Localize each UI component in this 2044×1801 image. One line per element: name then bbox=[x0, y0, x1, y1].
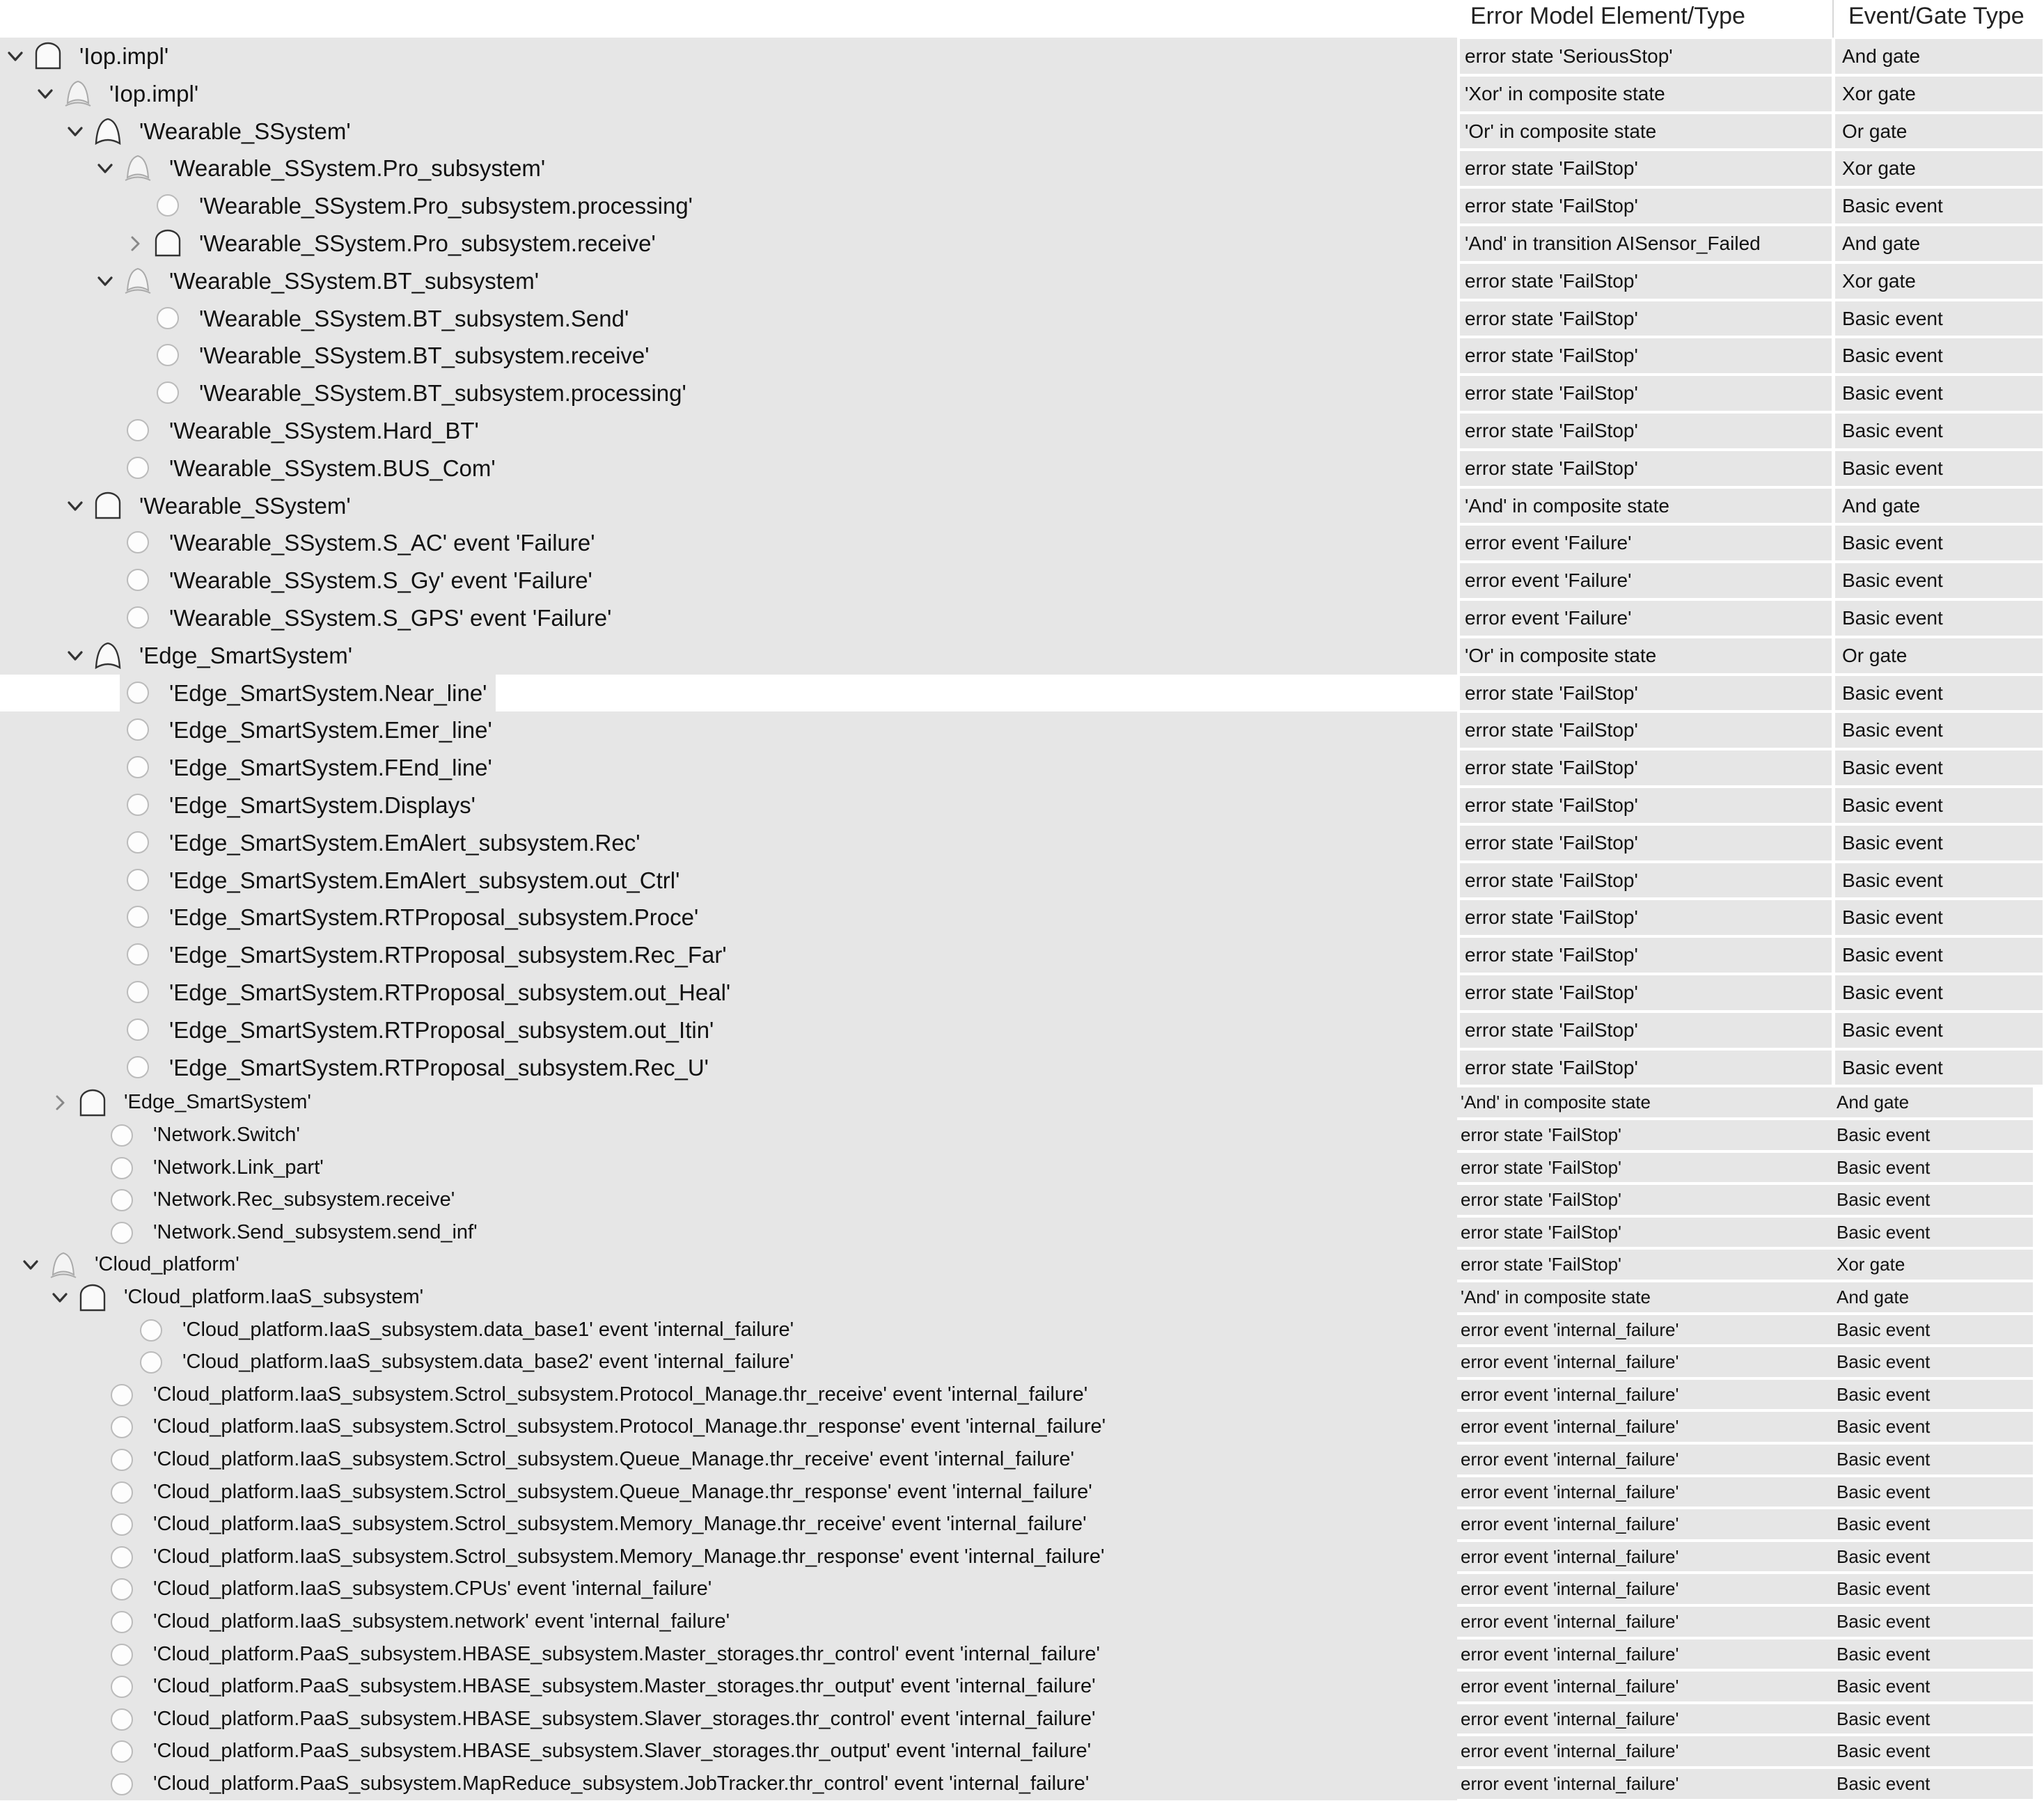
tree-row[interactable] bbox=[0, 1476, 2044, 1509]
column-divider[interactable] bbox=[1832, 0, 1834, 38]
event-gate-type-cell: Basic event bbox=[1837, 1221, 1931, 1243]
chevron-down-icon[interactable] bbox=[95, 159, 115, 178]
and-gate-icon bbox=[33, 42, 63, 70]
event-gate-type-cell: Basic event bbox=[1842, 1056, 1943, 1078]
event-gate-type-cell: And gate bbox=[1842, 45, 1921, 67]
event-gate-type-cell: Basic event bbox=[1842, 719, 1943, 741]
tree-item-label: 'Edge_SmartSystem.FEnd_line' bbox=[169, 755, 492, 781]
chevron-down-icon[interactable] bbox=[65, 122, 85, 141]
basic-event-icon bbox=[107, 1479, 136, 1507]
tree-item-label: 'Cloud_platform.IaaS_subsystem.Sctrol_subsystem.Protocol_Manage.thr_receive' event 'internal_failure' bbox=[153, 1383, 1088, 1406]
tree-item-label: 'Wearable_SSystem.Hard_BT' bbox=[169, 418, 479, 443]
tree-row[interactable] bbox=[0, 1703, 2044, 1736]
tree-item-label: 'Edge_SmartSystem.Emer_line' bbox=[169, 717, 492, 744]
event-gate-type-cell: Basic event bbox=[1842, 794, 1943, 816]
tree-item-label: 'Cloud_platform.IaaS_subsystem.network' event 'internal_failure' bbox=[153, 1610, 730, 1633]
basic-event-icon bbox=[123, 716, 152, 744]
basic-event-icon bbox=[123, 903, 152, 931]
event-gate-type-cell: And gate bbox=[1837, 1092, 1910, 1113]
tree-item-label: 'Wearable_SSystem.BUS_Com' bbox=[169, 455, 496, 481]
element-type-cell: error event 'internal_failure' bbox=[1461, 1676, 1679, 1697]
tree-row[interactable] bbox=[0, 749, 2044, 787]
element-type-cell: error event 'internal_failure' bbox=[1461, 1546, 1679, 1567]
element-type-cell: error state 'FailStop' bbox=[1465, 195, 1638, 217]
element-type-cell: error state 'FailStop' bbox=[1465, 869, 1638, 891]
tree-row[interactable] bbox=[0, 1151, 2044, 1184]
tree-row[interactable] bbox=[0, 150, 2044, 187]
event-gate-type-cell: Basic event bbox=[1842, 532, 1943, 554]
tree-row[interactable] bbox=[0, 225, 2044, 262]
basic-event-icon bbox=[107, 1770, 136, 1798]
basic-event-icon bbox=[123, 1053, 152, 1081]
event-gate-type-cell: Basic event bbox=[1842, 607, 1943, 629]
tree-row[interactable] bbox=[0, 1248, 2044, 1281]
basic-event-icon bbox=[123, 941, 152, 968]
element-type-cell: error state 'FailStop' bbox=[1461, 1254, 1622, 1275]
tree-item-label: 'Wearable_SSystem' bbox=[139, 118, 351, 144]
element-type-cell: error event 'internal_failure' bbox=[1461, 1481, 1679, 1502]
xor-gate-icon bbox=[123, 267, 152, 294]
event-gate-type-cell: Basic event bbox=[1842, 569, 1943, 592]
event-gate-type-cell: And gate bbox=[1842, 494, 1921, 517]
tree-item-label: 'Cloud_platform.PaaS_subsystem.HBASE_subsystem.Slaver_storages.thr_output' event 'internal_failure' bbox=[153, 1740, 1092, 1763]
tree-row[interactable] bbox=[0, 599, 2044, 637]
tree-item-label: 'Wearable_SSystem.S_Gy' event 'Failure' bbox=[169, 567, 592, 594]
element-type-cell: error state 'FailStop' bbox=[1465, 906, 1638, 929]
element-type-cell: error state 'FailStop' bbox=[1465, 307, 1638, 329]
tree-row[interactable] bbox=[0, 38, 2044, 75]
basic-event-icon bbox=[123, 828, 152, 856]
event-gate-type-cell: Basic event bbox=[1837, 1773, 1931, 1794]
tree-item-label: 'Edge_SmartSystem.EmAlert_subsystem.Rec' bbox=[169, 829, 640, 856]
tree-item-label: 'Cloud_platform.IaaS_subsystem.Sctrol_subsystem.Queue_Manage.thr_receive' event 'internal_failure' bbox=[153, 1448, 1075, 1470]
tree-row[interactable] bbox=[0, 1410, 2044, 1443]
tree-row[interactable] bbox=[0, 1541, 2044, 1573]
basic-event-icon bbox=[123, 978, 152, 1006]
tree-item-label: 'Cloud_platform.IaaS_subsystem.Sctrol_subsystem.Queue_Manage.thr_response' event 'internal_failure' bbox=[153, 1480, 1092, 1503]
basic-event-icon bbox=[107, 1641, 136, 1669]
element-type-cell: error state 'SeriousStop' bbox=[1465, 45, 1673, 67]
chevron-down-icon[interactable] bbox=[50, 1288, 70, 1307]
element-type-cell: error event 'internal_failure' bbox=[1461, 1351, 1679, 1373]
element-type-cell: error state 'FailStop' bbox=[1465, 757, 1638, 779]
event-gate-type-cell: Basic event bbox=[1837, 1740, 1931, 1762]
element-type-cell: error state 'FailStop' bbox=[1465, 345, 1638, 367]
tree-item-label: 'Edge_SmartSystem' bbox=[124, 1091, 311, 1114]
element-type-cell: error state 'FailStop' bbox=[1465, 420, 1638, 441]
element-type-cell: error state 'FailStop' bbox=[1465, 982, 1638, 1003]
tree-row[interactable] bbox=[0, 787, 2044, 824]
tree-item-label: 'Cloud_platform' bbox=[95, 1253, 239, 1276]
tree-row[interactable] bbox=[0, 487, 2044, 525]
basic-event-icon bbox=[107, 1154, 136, 1182]
element-type-cell: error state 'FailStop' bbox=[1461, 1221, 1622, 1243]
event-gate-type-cell: Or gate bbox=[1842, 644, 1908, 666]
tree-item-label: 'Wearable_SSystem.Pro_subsystem.receive' bbox=[199, 230, 656, 256]
event-gate-type-cell: Basic event bbox=[1842, 757, 1943, 779]
basic-event-icon bbox=[107, 1673, 136, 1701]
event-gate-type-cell: Basic event bbox=[1842, 682, 1943, 704]
tree-row[interactable] bbox=[0, 1735, 2044, 1768]
chevron-right-icon[interactable] bbox=[125, 234, 145, 253]
tree-item-label: 'Iop.impl' bbox=[79, 43, 169, 69]
element-type-cell: error state 'FailStop' bbox=[1465, 719, 1638, 741]
tree-row[interactable] bbox=[0, 1605, 2044, 1638]
event-gate-type-cell: Basic event bbox=[1842, 457, 1943, 479]
event-gate-type-cell: Basic event bbox=[1842, 345, 1943, 367]
event-gate-type-cell: Or gate bbox=[1842, 120, 1908, 142]
tree-item-label: 'Wearable_SSystem.Pro_subsystem' bbox=[169, 155, 546, 182]
element-type-cell: 'And' in composite state bbox=[1461, 1092, 1651, 1113]
tree-row[interactable] bbox=[0, 899, 2044, 936]
basic-event-icon bbox=[107, 1511, 136, 1539]
element-type-cell: error event 'internal_failure' bbox=[1461, 1708, 1679, 1729]
basic-event-icon bbox=[153, 379, 182, 407]
tree-item-label: 'Wearable_SSystem.S_AC' event 'Failure' bbox=[169, 530, 595, 556]
tree-item-label: 'Wearable_SSystem.Pro_subsystem.processing' bbox=[199, 193, 693, 219]
tree-item-label: 'Network.Rec_subsystem.receive' bbox=[153, 1188, 455, 1211]
event-gate-type-cell: Basic event bbox=[1842, 944, 1943, 966]
tree-row[interactable] bbox=[0, 711, 2044, 749]
element-type-cell: error event 'internal_failure' bbox=[1461, 1383, 1679, 1405]
element-type-cell: error state 'FailStop' bbox=[1461, 1156, 1622, 1178]
tree-item-label: 'Edge_SmartSystem.RTProposal_subsystem.Rec_U' bbox=[169, 1054, 709, 1080]
element-type-cell: error event 'internal_failure' bbox=[1461, 1773, 1679, 1794]
tree-item-label: 'Cloud_platform.PaaS_subsystem.HBASE_subsystem.Slaver_storages.thr_control' event 'internal_failure' bbox=[153, 1707, 1096, 1730]
basic-event-icon bbox=[107, 1413, 136, 1441]
element-type-cell: 'Or' in composite state bbox=[1465, 644, 1657, 666]
tree-row[interactable] bbox=[0, 1086, 2044, 1119]
element-type-cell: error state 'FailStop' bbox=[1465, 682, 1638, 704]
tree-row[interactable] bbox=[0, 1378, 2044, 1411]
tree-row[interactable] bbox=[0, 1183, 2044, 1216]
column-header-element-type[interactable]: Error Model Element/Type bbox=[1470, 3, 1745, 29]
tree-item-label: 'Edge_SmartSystem.RTProposal_subsystem.Rec_Far' bbox=[169, 942, 727, 968]
element-type-cell: 'Xor' in composite state bbox=[1465, 82, 1665, 104]
event-gate-type-cell: Basic event bbox=[1837, 1481, 1931, 1502]
tree-item-label: 'Edge_SmartSystem' bbox=[139, 642, 353, 668]
basic-event-icon bbox=[107, 1575, 136, 1603]
tree-row[interactable] bbox=[0, 412, 2044, 450]
basic-event-icon bbox=[107, 1543, 136, 1571]
chevron-right-icon[interactable] bbox=[50, 1093, 70, 1112]
tree-row[interactable] bbox=[0, 1119, 2044, 1151]
tree-item-label: 'Wearable_SSystem.BT_subsystem.processing' bbox=[199, 380, 686, 407]
event-gate-type-cell: Basic event bbox=[1842, 1019, 1943, 1041]
tree-item-label: 'Cloud_platform.IaaS_subsystem.data_base2' event 'internal_failure' bbox=[182, 1351, 794, 1374]
xor-gate-icon bbox=[63, 79, 93, 107]
event-gate-type-cell: Basic event bbox=[1837, 1513, 1931, 1535]
tree-item-label: 'Cloud_platform.IaaS_subsystem' bbox=[124, 1286, 424, 1308]
basic-event-icon bbox=[136, 1316, 166, 1344]
tree-item-label: 'Edge_SmartSystem.Near_line' bbox=[169, 679, 487, 706]
event-gate-type-cell: Basic event bbox=[1837, 1383, 1931, 1405]
event-gate-type-cell: Xor gate bbox=[1842, 82, 1916, 104]
tree-row[interactable] bbox=[0, 1346, 2044, 1378]
event-gate-type-cell: Basic event bbox=[1837, 1189, 1931, 1211]
basic-event-icon bbox=[107, 1186, 136, 1214]
event-gate-type-cell: Basic event bbox=[1842, 307, 1943, 329]
element-type-cell: error event 'internal_failure' bbox=[1461, 1416, 1679, 1438]
xor-gate-icon bbox=[49, 1251, 78, 1279]
basic-event-icon bbox=[153, 304, 182, 332]
element-type-cell: 'And' in composite state bbox=[1465, 494, 1669, 517]
tree-item-label: 'Wearable_SSystem.BT_subsystem.receive' bbox=[199, 343, 650, 369]
basic-event-icon bbox=[107, 1381, 136, 1409]
tree-item-label: 'Wearable_SSystem.BT_subsystem.Send' bbox=[199, 305, 629, 331]
element-type-cell: error state 'FailStop' bbox=[1465, 1056, 1638, 1078]
element-type-cell: 'And' in composite state bbox=[1461, 1287, 1651, 1307]
tree-row[interactable] bbox=[0, 187, 2044, 225]
table-header bbox=[0, 0, 2044, 38]
event-gate-type-cell: Basic event bbox=[1842, 382, 1943, 404]
element-type-cell: error event 'internal_failure' bbox=[1461, 1643, 1679, 1665]
chevron-down-icon[interactable] bbox=[21, 1255, 40, 1275]
element-type-cell: error state 'FailStop' bbox=[1465, 794, 1638, 816]
and-gate-icon bbox=[93, 491, 123, 519]
tree-row[interactable] bbox=[0, 524, 2044, 562]
event-gate-type-cell: And gate bbox=[1837, 1287, 1910, 1307]
tree-row[interactable] bbox=[0, 1508, 2044, 1541]
basic-event-icon bbox=[123, 791, 152, 819]
tree-item-label: 'Cloud_platform.PaaS_subsystem.HBASE_subsystem.Master_storages.thr_control' event 'internal_failure' bbox=[153, 1642, 1101, 1665]
tree-row[interactable] bbox=[0, 450, 2044, 487]
element-type-cell: error state 'FailStop' bbox=[1461, 1189, 1622, 1211]
tree-item-label: 'Iop.impl' bbox=[109, 80, 199, 107]
basic-event-icon bbox=[107, 1706, 136, 1733]
element-type-cell: error state 'FailStop' bbox=[1461, 1124, 1622, 1145]
basic-event-icon bbox=[123, 866, 152, 894]
tree-row[interactable] bbox=[0, 262, 2044, 300]
basic-event-icon bbox=[123, 753, 152, 781]
element-type-cell: error event 'Failure' bbox=[1465, 569, 1632, 592]
tree-item-label: 'Cloud_platform.IaaS_subsystem.Sctrol_subsystem.Memory_Manage.thr_response' event 'internal_failure' bbox=[153, 1545, 1105, 1568]
basic-event-icon bbox=[107, 1738, 136, 1765]
event-gate-type-cell: Xor gate bbox=[1837, 1254, 1905, 1275]
basic-event-icon bbox=[153, 191, 182, 219]
basic-event-icon bbox=[136, 1348, 166, 1376]
tree-row[interactable] bbox=[0, 1281, 2044, 1314]
basic-event-icon bbox=[123, 454, 152, 482]
tree-row[interactable] bbox=[0, 824, 2044, 862]
basic-event-icon bbox=[107, 1446, 136, 1474]
and-gate-icon bbox=[78, 1089, 107, 1117]
event-gate-type-cell: Basic event bbox=[1837, 1156, 1931, 1178]
event-gate-type-cell: Basic event bbox=[1842, 982, 1943, 1003]
basic-event-icon bbox=[123, 679, 152, 707]
event-gate-type-cell: Basic event bbox=[1837, 1676, 1931, 1697]
tree-row[interactable] bbox=[0, 75, 2044, 113]
chevron-down-icon[interactable] bbox=[65, 496, 85, 516]
xor-gate-icon bbox=[123, 154, 152, 182]
tree-item-label: 'Network.Send_subsystem.send_inf' bbox=[153, 1220, 478, 1243]
tree-item-label: 'Cloud_platform.IaaS_subsystem.data_base1' event 'internal_failure' bbox=[182, 1318, 794, 1341]
event-gate-type-cell: Basic event bbox=[1837, 1708, 1931, 1729]
event-gate-type-cell: Basic event bbox=[1837, 1611, 1931, 1632]
tree-item-label: 'Cloud_platform.PaaS_subsystem.MapReduce_subsystem.JobTracker.thr_control' event 'internal_failure' bbox=[153, 1772, 1090, 1795]
tree-item-label: 'Wearable_SSystem' bbox=[139, 492, 351, 519]
element-type-cell: error state 'FailStop' bbox=[1465, 944, 1638, 966]
basic-event-icon bbox=[107, 1219, 136, 1247]
event-gate-type-cell: Basic event bbox=[1837, 1319, 1931, 1340]
element-type-cell: error event 'Failure' bbox=[1465, 532, 1632, 554]
basic-event-icon bbox=[123, 528, 152, 556]
element-type-cell: error state 'FailStop' bbox=[1465, 382, 1638, 404]
element-type-cell: error event 'Failure' bbox=[1465, 607, 1632, 629]
tree-row[interactable] bbox=[0, 936, 2044, 974]
tree-row[interactable] bbox=[0, 1638, 2044, 1671]
event-gate-type-cell: Basic event bbox=[1837, 1124, 1931, 1145]
event-gate-type-cell: Basic event bbox=[1837, 1578, 1931, 1600]
element-type-cell: 'Or' in composite state bbox=[1465, 120, 1657, 142]
tree-item-label: 'Edge_SmartSystem.RTProposal_subsystem.Proce' bbox=[169, 904, 699, 931]
element-type-cell: error event 'internal_failure' bbox=[1461, 1319, 1679, 1340]
tree-item-label: 'Cloud_platform.PaaS_subsystem.HBASE_subsystem.Master_storages.thr_output' event 'internal_failure' bbox=[153, 1675, 1096, 1698]
tree-row[interactable] bbox=[0, 1314, 2044, 1346]
and-gate-icon bbox=[78, 1284, 107, 1312]
basic-event-icon bbox=[107, 1608, 136, 1636]
basic-event-icon bbox=[107, 1122, 136, 1149]
tree-item-label: 'Edge_SmartSystem.RTProposal_subsystem.out_Heal' bbox=[169, 980, 731, 1005]
or-gate-icon bbox=[93, 117, 123, 145]
tree-row[interactable] bbox=[0, 300, 2044, 338]
tree-row[interactable] bbox=[0, 562, 2044, 599]
chevron-down-icon[interactable] bbox=[65, 646, 85, 666]
event-gate-type-cell: Basic event bbox=[1842, 195, 1943, 217]
event-gate-type-cell: Basic event bbox=[1842, 831, 1943, 854]
tree-item-label: 'Wearable_SSystem.S_GPS' event 'Failure' bbox=[169, 605, 612, 631]
chevron-down-icon[interactable] bbox=[36, 84, 55, 104]
tree-row[interactable] bbox=[0, 337, 2044, 375]
basic-event-icon bbox=[123, 416, 152, 444]
tree-item-label: 'Cloud_platform.IaaS_subsystem.Sctrol_subsystem.Protocol_Manage.thr_response' event 'internal_failure' bbox=[153, 1415, 1106, 1438]
basic-event-icon bbox=[123, 1016, 152, 1044]
event-gate-type-cell: Basic event bbox=[1837, 1643, 1931, 1665]
tree-row[interactable] bbox=[0, 1216, 2044, 1249]
basic-event-icon bbox=[123, 604, 152, 631]
tree-row[interactable] bbox=[0, 1443, 2044, 1476]
element-type-cell: error event 'internal_failure' bbox=[1461, 1513, 1679, 1535]
tree-item-label: 'Edge_SmartSystem.Displays' bbox=[169, 792, 475, 818]
element-type-cell: error state 'FailStop' bbox=[1465, 157, 1638, 180]
element-type-cell: error event 'internal_failure' bbox=[1461, 1449, 1679, 1470]
chevron-down-icon[interactable] bbox=[95, 272, 115, 291]
or-gate-icon bbox=[93, 641, 123, 669]
tree-item-label: 'Network.Switch' bbox=[153, 1124, 300, 1146]
tree-row[interactable] bbox=[0, 1768, 2044, 1800]
element-type-cell: error state 'FailStop' bbox=[1465, 457, 1638, 479]
event-gate-type-cell: Basic event bbox=[1842, 906, 1943, 929]
tree-row[interactable] bbox=[0, 1049, 2044, 1087]
element-type-cell: 'And' in transition AISensor_Failed bbox=[1465, 233, 1761, 254]
tree-row[interactable] bbox=[0, 375, 2044, 412]
chevron-down-icon[interactable] bbox=[6, 47, 25, 66]
tree-row[interactable] bbox=[0, 1573, 2044, 1605]
event-gate-type-cell: Basic event bbox=[1842, 869, 1943, 891]
element-type-cell: error state 'FailStop' bbox=[1465, 269, 1638, 292]
element-type-cell: error state 'FailStop' bbox=[1465, 831, 1638, 854]
column-header-event-gate-type[interactable]: Event/Gate Type bbox=[1848, 3, 2025, 29]
element-type-cell: error event 'internal_failure' bbox=[1461, 1740, 1679, 1762]
event-gate-type-cell: Basic event bbox=[1842, 420, 1943, 441]
event-gate-type-cell: Xor gate bbox=[1842, 269, 1916, 292]
tree-row[interactable] bbox=[0, 113, 2044, 150]
event-gate-type-cell: Basic event bbox=[1837, 1351, 1931, 1373]
tree-item-label: 'Cloud_platform.IaaS_subsystem.CPUs' event 'internal_failure' bbox=[153, 1578, 712, 1601]
tree-item-label: 'Network.Link_part' bbox=[153, 1156, 324, 1179]
element-type-cell: error event 'internal_failure' bbox=[1461, 1611, 1679, 1632]
tree-item-label: 'Edge_SmartSystem.RTProposal_subsystem.out_Itin' bbox=[169, 1016, 714, 1043]
tree-row[interactable] bbox=[0, 1012, 2044, 1049]
tree-item-label: 'Cloud_platform.IaaS_subsystem.Sctrol_subsystem.Memory_Manage.thr_receive' event 'internal_failure' bbox=[153, 1513, 1087, 1536]
tree-item-label: 'Wearable_SSystem.BT_subsystem' bbox=[169, 267, 540, 294]
tree-row[interactable] bbox=[0, 1670, 2044, 1703]
event-gate-type-cell: And gate bbox=[1842, 233, 1921, 254]
basic-event-icon bbox=[153, 341, 182, 369]
element-type-cell: error state 'FailStop' bbox=[1465, 1019, 1638, 1041]
element-type-cell: error event 'internal_failure' bbox=[1461, 1578, 1679, 1600]
tree-item-label: 'Edge_SmartSystem.EmAlert_subsystem.out_Ctrl' bbox=[169, 867, 680, 893]
event-gate-type-cell: Basic event bbox=[1837, 1449, 1931, 1470]
tree-row[interactable] bbox=[0, 974, 2044, 1012]
tree-row[interactable] bbox=[0, 862, 2044, 899]
event-gate-type-cell: Xor gate bbox=[1842, 157, 1916, 180]
event-gate-type-cell: Basic event bbox=[1837, 1546, 1931, 1567]
tree-row[interactable] bbox=[0, 675, 2044, 712]
basic-event-icon bbox=[123, 566, 152, 594]
tree-row[interactable] bbox=[0, 637, 2044, 675]
event-gate-type-cell: Basic event bbox=[1837, 1416, 1931, 1438]
and-gate-icon bbox=[153, 229, 182, 257]
